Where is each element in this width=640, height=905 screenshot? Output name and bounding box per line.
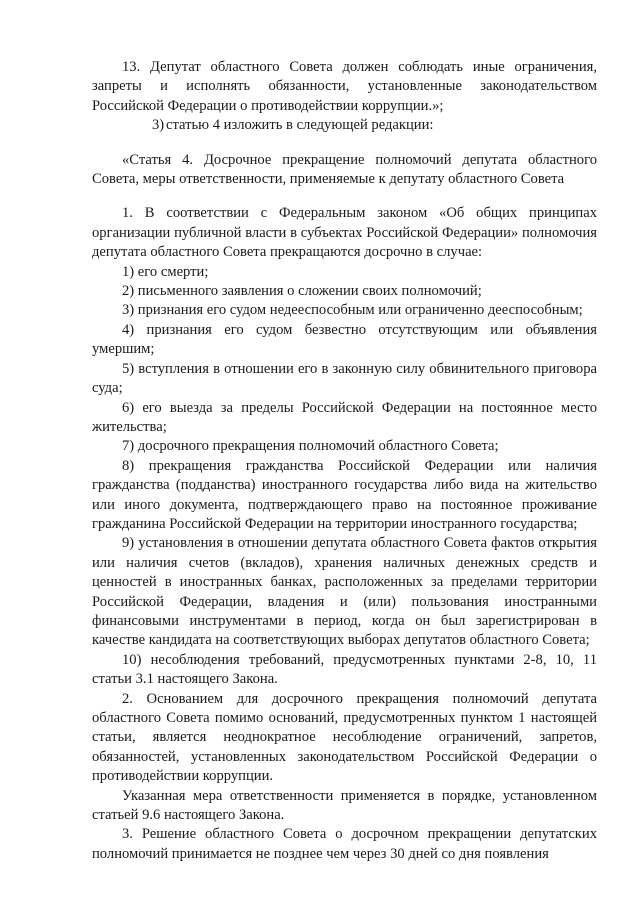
- amendment-item-number: 3): [152, 117, 165, 134]
- spacer: [92, 136, 597, 151]
- list-item-3: 3) признания его судом недееспособным или ограниченно дееспособным;: [122, 302, 583, 319]
- list-item-7: 7) досрочного прекращения полномочий областного Совета;: [122, 438, 499, 455]
- list-item-2: 2) письменного заявления о сложении своих полномочий;: [122, 283, 482, 300]
- amendment-item-text: статью 4 изложить в следующей редакции:: [166, 117, 434, 134]
- list-item-4: 4) признания его судом безвестно отсутствующим или объявления умершим;: [92, 321, 597, 358]
- article-4-heading: «Статья 4. Досрочное прекращение полномочий депутата областного Совета, меры ответственности, применяемые к депутату областного Совета: [92, 151, 597, 188]
- paragraph-3: 3. Решение областного Совета о досрочном прекращении депутатских полномочий принимается не позднее чем через 30 дней со дня появления: [92, 826, 597, 862]
- list-item-10: 10) несоблюдения требований, предусмотренных пунктами 2-8, 10, 11 статьи 3.1 настоящего Закона.: [92, 651, 597, 688]
- spacer: [92, 189, 597, 204]
- list-item-8: 8) прекращения гражданства Российской Федерации или наличия гражданства (подданства) иностранного государства либо вида на жительство или иного документа, подтверждающего право на постоянное проживание гражданина Российской Федерации на территории иностранного государства;: [92, 457, 597, 532]
- paragraph-2: 2. Основанием для досрочного прекращения полномочий депутата областного Совета помимо оснований, предусмотренных пунктом 1 настоящей статьи, является неоднократное несоблюдение ограничений, запретов, обязанностей, установленных законодательством Российской Федерации о противодействии коррупции.: [92, 690, 597, 785]
- amendment-item-3: [92, 116, 597, 135]
- document-body: [92, 58, 597, 864]
- paragraph-13: 13. Депутат областного Совета должен соблюдать иные ограничения, запреты и исполнять обязанности, установленные законодательством Российской Федерации о противодействии коррупции.»;: [92, 59, 597, 114]
- list-item-9: 9) установления в отношении депутата областного Совета фактов открытия или наличия счетов (вкладов), хранения наличных денежных средств и ценностей в иностранных банках, расположенных за пределами территории Российской Федерации, владения и (или) пользования иностранными финансовыми инструментами в период, когда он был зарегистрирован в качестве кандидата на соответствующих выборах депутатов областного Совета;: [92, 535, 597, 649]
- list-item-5: 5) вступления в отношении его в законную силу обвинительного приговора суда;: [92, 360, 597, 397]
- paragraph-1-intro: 1. В соответствии с Федеральным законом «Об общих принципах организации публичной власти в субъектах Российской Федерации» полномочия депутата областного Совета прекращаются досрочно в случае:: [92, 205, 597, 261]
- paragraph-2-note: Указанная мера ответственности применяется в порядке, установленном статьей 9.6 настоящего Закона.: [92, 787, 597, 824]
- list-item-6: 6) его выезда за пределы Российской Федерации на постоянное место жительства;: [92, 399, 597, 435]
- list-item-1: 1) его смерти;: [122, 263, 209, 280]
